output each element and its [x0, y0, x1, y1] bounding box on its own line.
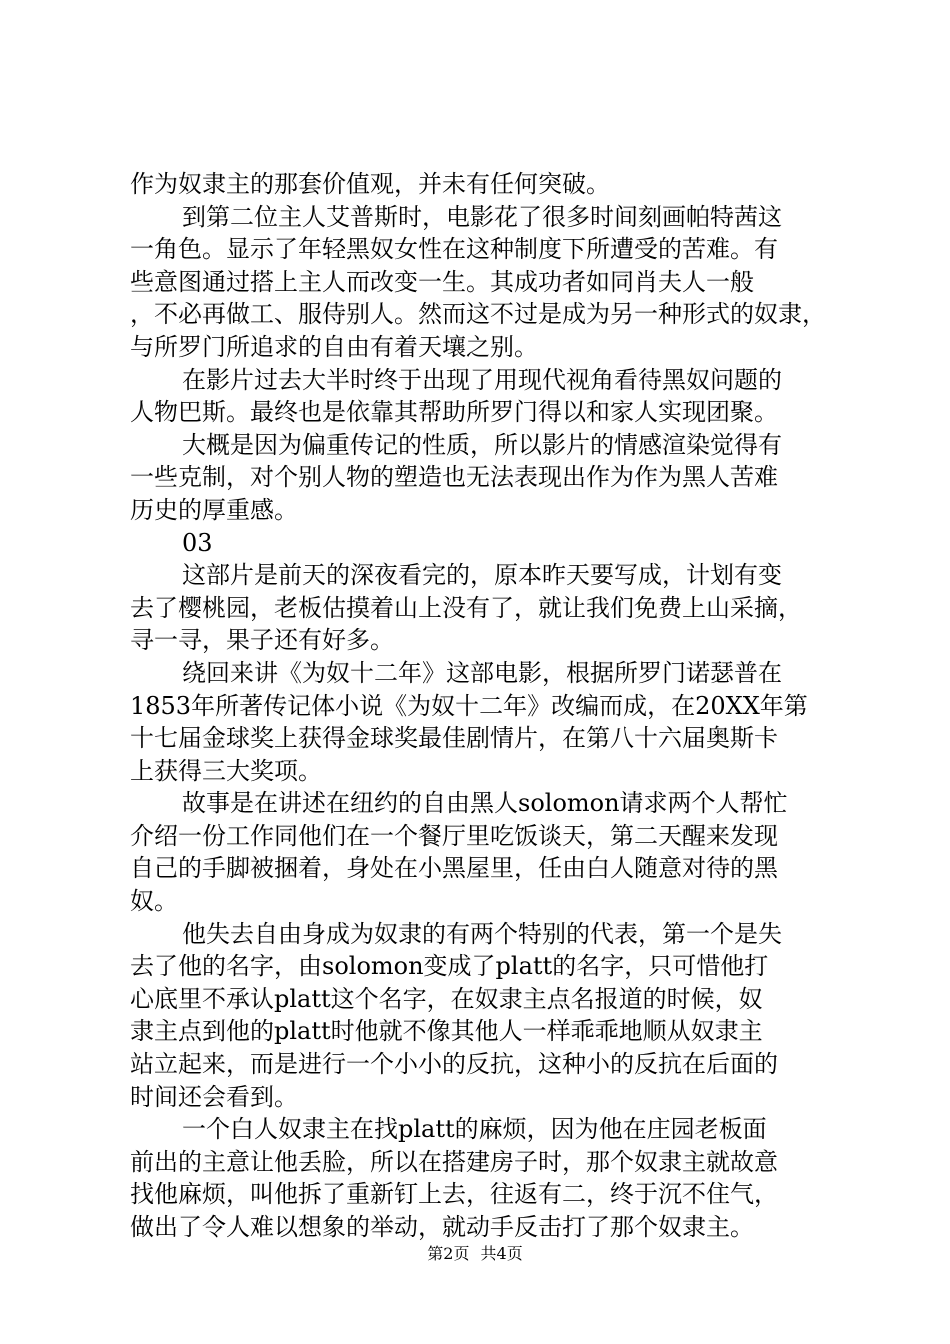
text-line: 做出了令人难以想象的举动，就动手反击打了那个奴隶主。: [130, 1213, 754, 1241]
text-line: 上获得三大奖项。: [130, 756, 322, 785]
text-line: 这部片是前天的深夜看完的，原本昨天要写成，计划有变: [182, 561, 782, 590]
section-number: 03: [182, 528, 213, 557]
text-line: 故事是在讲述在纽约的自由黑人solomon请求两个人帮忙: [182, 789, 788, 818]
text-line: 一些克制，对个别人物的塑造也无法表现出作为作为黑人苦难: [130, 463, 778, 492]
text-line: 历史的厚重感。: [130, 495, 298, 524]
text-line: 奴。: [130, 887, 178, 916]
text-line: 前出的主意让他丢脸，所以在搭建房子时，那个奴隶主就故意: [130, 1147, 778, 1176]
text-line: ，不必再做工、服侍别人。然而这不过是成为另一种形式的奴隶，: [130, 300, 826, 329]
text-line: 作为奴隶主的那套价值观，并未有任何突破。: [130, 170, 610, 198]
text-line: 时间还会看到。: [130, 1082, 298, 1111]
text-line: 绕回来讲《为奴十二年》这部电影，根据所罗门诺瑟普在: [182, 658, 782, 687]
text-line: 隶主点到他的platt时他就不像其他人一样乖乖地顺从奴隶主: [130, 1017, 763, 1046]
text-line: 到第二位主人艾普斯时，电影花了很多时间刻画帕特茜这: [182, 202, 782, 231]
text-line: 心底里不承认platt这个名字，在奴隶主点名报道的时候，奴: [130, 984, 763, 1013]
text-line: 寻一寻，果子还有好多。: [130, 626, 394, 655]
text-line: 十七届金球奖上获得金球奖最佳剧情片，在第八十六届奥斯卡: [130, 724, 778, 753]
page-footer: [0, 1242, 950, 1266]
text-line: 站立起来，而是进行一个小小的反抗，这种小的反抗在后面的: [130, 1050, 778, 1079]
text-line: 些意图通过搭上主人而改变一生。其成功者如同肖夫人一般: [130, 267, 754, 296]
page-total: 共4页: [480, 1244, 523, 1263]
page-number: 第2页: [427, 1244, 470, 1263]
text-line: 人物巴斯。最终也是依靠其帮助所罗门得以和家人实现团聚。: [130, 398, 778, 427]
text-line: 找他麻烦，叫他拆了重新钉上去，往返有二，终于沉不住气，: [130, 1180, 778, 1209]
text-line: 一个白人奴隶主在找platt的麻烦，因为他在庄园老板面: [182, 1115, 767, 1144]
text-line: 与所罗门所追求的自由有着天壤之别。: [130, 332, 538, 361]
text-line: 去了樱桃园，老板估摸着山上没有了，就让我们免费上山采摘，: [130, 593, 802, 622]
body-text: [130, 168, 830, 1244]
text-line: 一角色。显示了年轻黑奴女性在这种制度下所遭受的苦难。有: [130, 235, 778, 264]
text-line: 他失去自由身成为奴隶的有两个特别的代表，第一个是失: [182, 919, 782, 948]
text-line: 大概是因为偏重传记的性质，所以影片的情感渲染觉得有: [182, 430, 782, 459]
text-line: 介绍一份工作同他们在一个餐厅里吃饭谈天，第二天醒来发现: [130, 821, 778, 850]
text-line: 去了他的名字，由solomon变成了platt的名字，只可惜他打: [130, 952, 769, 981]
text-line: 在影片过去大半时终于出现了用现代视角看待黑奴问题的: [182, 365, 782, 394]
text-line: 自己的手脚被捆着，身处在小黑屋里，任由白人随意对待的黑: [130, 854, 778, 883]
text-line: 1853年所著传记体小说《为奴十二年》改编而成，在20XX年第: [130, 691, 808, 720]
